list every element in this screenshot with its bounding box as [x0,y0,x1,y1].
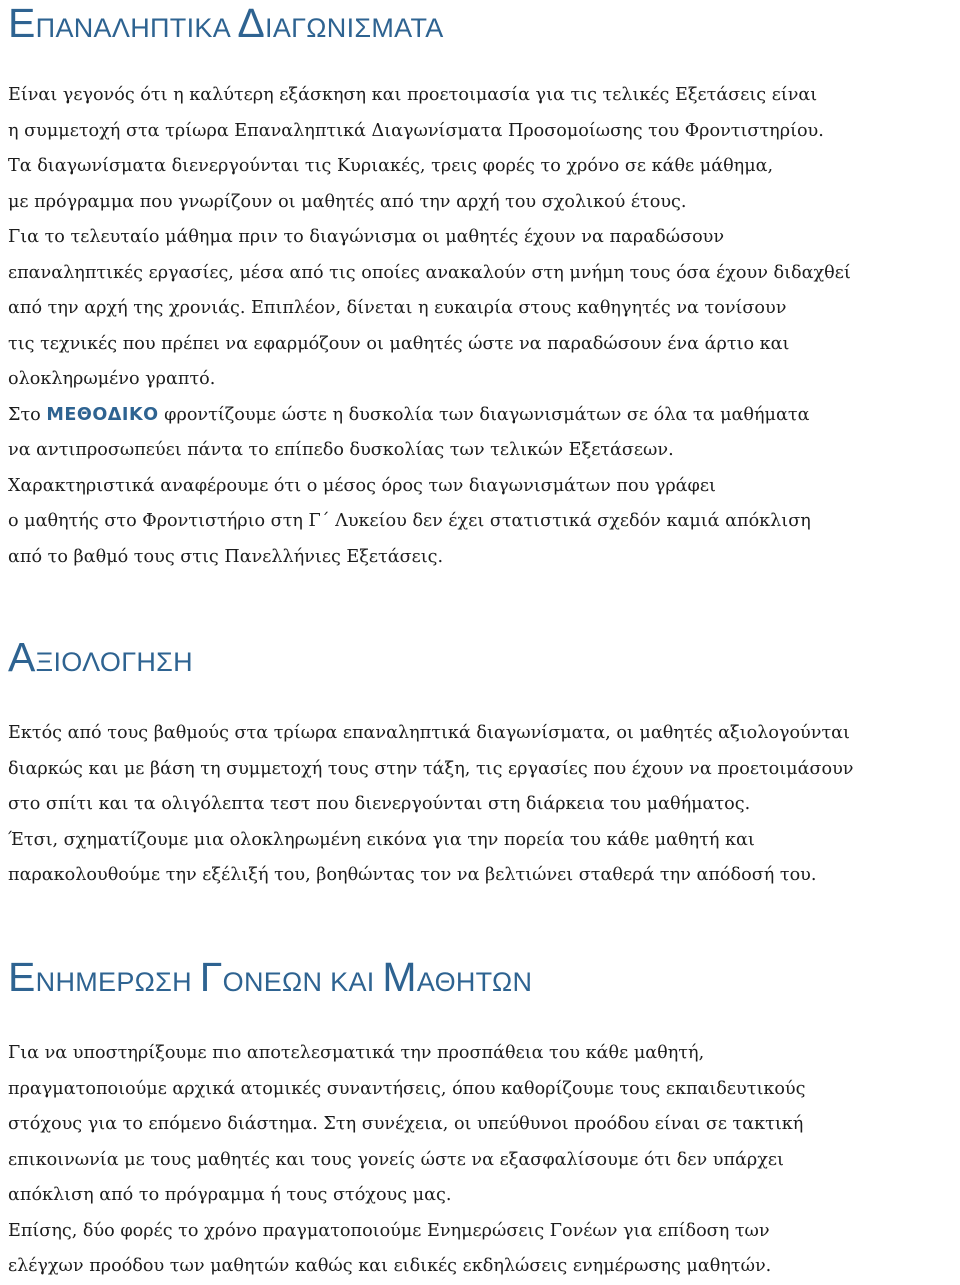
text-line: Είναι γεγονός ότι η καλύτερη εξάσκηση και προετοιμασία για τις τελικές Εξετάσεις είναι [8,85,818,105]
title-rest: ΝΗΜΕΡΩΣΗ [35,967,200,997]
text-line: επικοινωνία με τους μαθητές και τους γονείς ώστε να εξασφαλίσουμε ότι δεν υπάρχει [8,1149,784,1170]
text-line: Εκτός από τους βαθμούς στα τρίωρα επαναληπτικά διαγωνίσματα, οι μαθητές αξιολογούνται [8,723,850,743]
text-line: να αντιπροσωπεύει πάντα το επίπεδο δυσκολίας των τελικών Εξετάσεων. [8,440,674,460]
text-line: από την αρχή της χρονιάς. Επιπλέον, δίνεται η ευκαιρία στους καθηγητές να τονίσουν [8,298,787,318]
section-title-revision-exams [8,0,444,47]
text-line: με πρόγραμμα που γνωρίζουν οι μαθητές από την αρχή του σχολικού έτους. [8,191,687,212]
section-body-revision-exams [8,78,953,575]
title-initial: Ε [8,0,36,46]
text-line: στο σπίτι και τα ολιγόλεπτα τεστ που διενεργούνται στη διάρκεια του μαθήματος. [8,794,751,814]
text-line: στόχους για το επόμενο διάστημα. Στη συνέχεια, οι υπεύθυνοι προόδου είναι σε τακτική [8,1114,804,1134]
text-line: Τα διαγωνίσματα διενεργούνται τις Κυριακές, τρεις φορές το χρόνο σε κάθε μάθημα, [8,156,774,176]
brand-suffix: φροντίζουμε ώστε η δυσκολία των διαγωνισμάτων σε όλα τα μαθήματα [158,404,810,425]
text-line: ο μαθητής στο Φροντιστήριο στη Γ΄ Λυκείου δεν έχει στατιστικά σχεδόν καμιά απόκλιση [8,511,811,531]
title-rest-3: ΑΘΗΤΩΝ [416,967,533,997]
title-initial-2: Γ [199,954,223,1000]
title-initial-3: Μ [382,954,417,1000]
text-line: η συμμετοχή στα τρίωρα Επαναληπτικά Διαγωνίσματα Προσομοίωσης του Φροντιστηρίου. [8,120,824,141]
section-body-evaluation [8,716,953,894]
text-line: παρακολουθούμε την εξέλιξή του, βοηθώντας τον να βελτιώνει σταθερά την απόδοσή του. [8,865,817,885]
section-body-parent-student-updates [8,1036,953,1285]
text-line: Χαρακτηριστικά αναφέρουμε ότι ο μέσος όρος των διαγωνισμάτων που γράφει [8,475,716,496]
text-line: ελέγχων προόδου των μαθητών καθώς και ειδικές εκδηλώσεις ενημέρωσης μαθητών. [8,1256,772,1276]
section-title-parent-student-updates [8,954,532,1001]
brand-name: ΜΕΘΟΔΙΚΟ [46,404,159,425]
text-line-with-brand [8,398,809,434]
title-initial-2: Δ [237,0,266,46]
text-line: Για το τελευταίο μάθημα πριν το διαγώνισμα οι μαθητές έχουν να παραδώσουν [8,227,725,247]
text-line: Επίσης, δύο φορές το χρόνο πραγματοποιούμε Ενημερώσεις Γονέων για επίδοση των [8,1220,770,1241]
text-line: τις τεχνικές που πρέπει να εφαρμόζουν οι μαθητές ώστε να παραδώσουν ένα άρτιο και [8,333,790,354]
text-line: επαναληπτικές εργασίες, μέσα από τις οποίες ανακαλούν στη μνήμη τους όσα έχουν διδαχθεί [8,262,851,283]
text-line: ολοκληρωμένο γραπτό. [8,369,216,389]
title-rest: ΠΑΝΑΛΗΠΤΙΚΑ [35,13,238,43]
text-line: Έτσι, σχηματίζουμε μια ολοκληρωμένη εικόνα για την πορεία του κάθε μαθητή και [8,829,755,850]
title-initial: Α [8,634,36,680]
title-rest-2: ΟΝΕΩΝ ΚΑΙ [222,967,383,997]
text-line: διαρκώς και με βάση τη συμμετοχή τους στην τάξη, τις εργασίες που έχουν να προετοιμάσουν [8,758,854,779]
text-line: πραγματοποιούμε αρχικά ατομικές συναντήσεις, όπου καθορίζουμε τους εκπαιδευτικούς [8,1078,806,1099]
text-line: από το βαθμό τους στις Πανελλήνιες Εξετάσεις. [8,546,444,567]
section-title-evaluation [8,634,193,681]
brand-prefix: Στο [8,404,47,425]
title-initial: Ε [8,954,36,1000]
title-rest-2: ΙΑΓΩΝΙΣΜΑΤΑ [265,13,444,43]
text-line: απόκλιση από το πρόγραμμα ή τους στόχους μας. [8,1185,452,1205]
title-rest: ΞΙΟΛΟΓΗΣΗ [35,647,193,677]
text-line: Για να υποστηρίξουμε πιο αποτελεσματικά την προσπάθεια του κάθε μαθητή, [8,1043,705,1063]
